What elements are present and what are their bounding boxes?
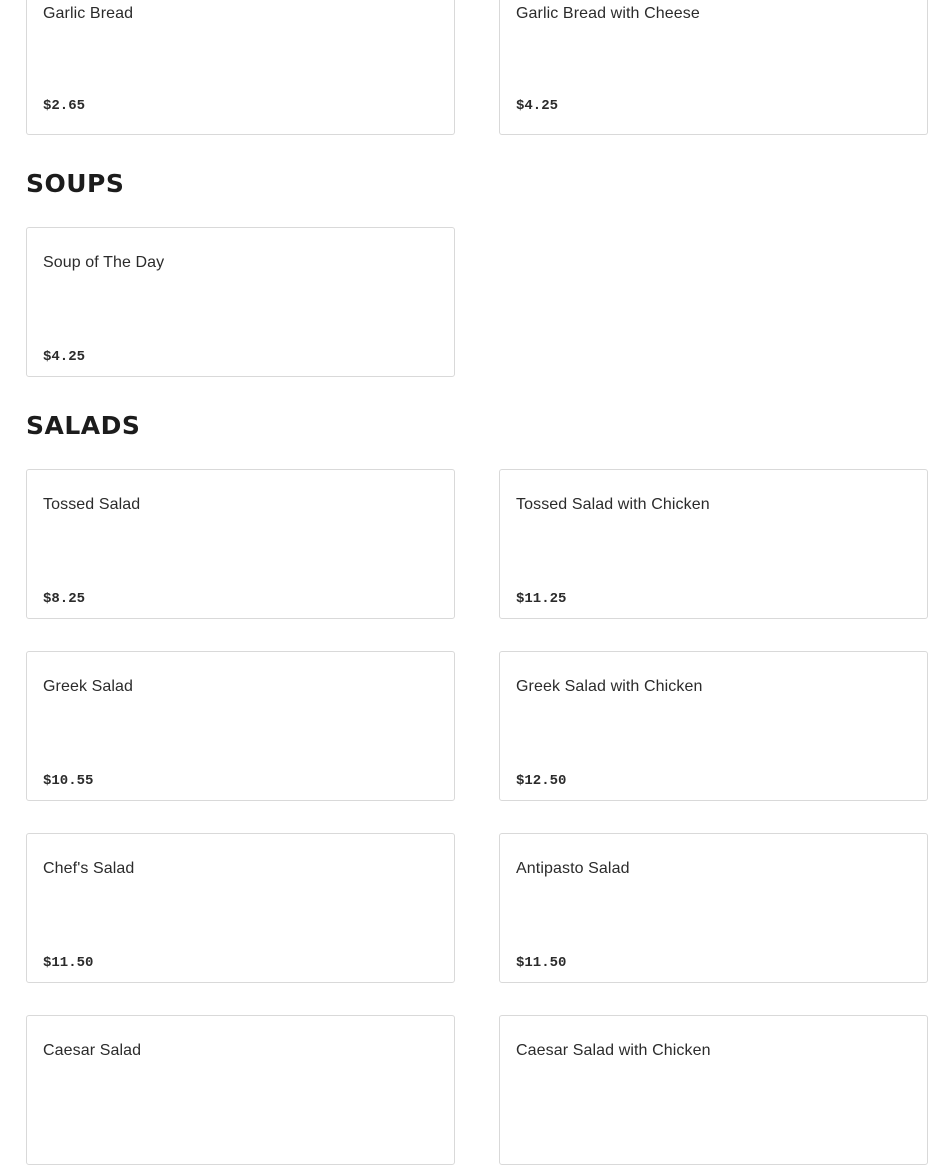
menu-page <box>26 0 928 1165</box>
menu-item-price: $8.25 <box>43 591 86 607</box>
menu-item-card[interactable] <box>499 1015 928 1165</box>
menu-item-price: $11.50 <box>43 955 94 971</box>
menu-item-card[interactable] <box>26 227 455 377</box>
menu-item-price: $11.50 <box>516 955 567 971</box>
menu-item-card[interactable] <box>26 833 455 983</box>
menu-item-name: Greek Salad <box>43 678 134 695</box>
menu-grid-previous <box>26 0 928 135</box>
menu-item-card[interactable] <box>499 0 928 135</box>
menu-item-name: Tossed Salad <box>43 496 141 513</box>
menu-item-name: Soup of The Day <box>43 254 165 271</box>
menu-item-name: Caesar Salad <box>43 1042 142 1059</box>
menu-item-card[interactable] <box>26 0 455 135</box>
section-soups <box>26 169 928 377</box>
menu-item-name: Garlic Bread <box>43 5 134 22</box>
menu-item-card[interactable] <box>26 469 455 619</box>
menu-item-card[interactable] <box>499 469 928 619</box>
menu-item-name: Caesar Salad with Chicken <box>516 1042 711 1059</box>
menu-item-card[interactable] <box>26 1015 455 1165</box>
section-title: SOUPS <box>26 169 125 198</box>
menu-item-price: $11.25 <box>516 591 567 607</box>
menu-item-price: $12.50 <box>516 773 567 789</box>
menu-item-price: $4.25 <box>516 98 559 114</box>
menu-item-name: Antipasto Salad <box>516 860 630 877</box>
menu-grid-salads <box>26 469 928 1165</box>
menu-item-name: Chef's Salad <box>43 860 135 877</box>
menu-item-name: Tossed Salad with Chicken <box>516 496 710 513</box>
menu-item-card[interactable] <box>26 651 455 801</box>
menu-item-name: Garlic Bread with Cheese <box>516 5 700 22</box>
section-title: SALADS <box>26 411 141 440</box>
menu-item-card[interactable] <box>499 651 928 801</box>
menu-item-price: $10.55 <box>43 773 94 789</box>
menu-item-name: Greek Salad with Chicken <box>516 678 703 695</box>
menu-item-price: $2.65 <box>43 98 86 114</box>
menu-grid-soups <box>26 227 928 377</box>
menu-item-price: $4.25 <box>43 349 86 365</box>
section-salads <box>26 411 928 1165</box>
menu-item-card[interactable] <box>499 833 928 983</box>
